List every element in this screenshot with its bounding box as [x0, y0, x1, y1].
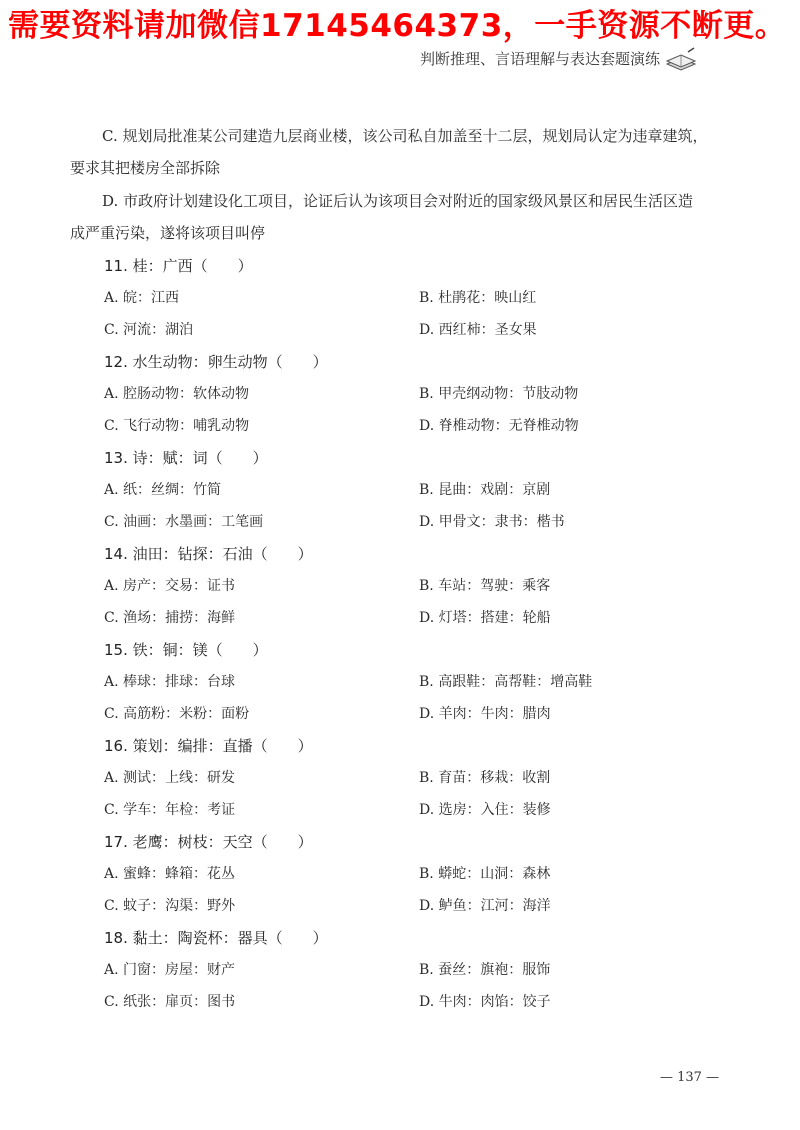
option-a: A. 蜜蜂：蜂箱：花丛 — [104, 866, 236, 882]
option-c: C. 飞行动物：哺乳动物 — [104, 418, 250, 434]
option-c: C. 渔场：捕捞：海鲜 — [104, 610, 236, 626]
watermark-banner: 需要资料请加微信17145464373，一手资源不断更。 — [8, 8, 787, 44]
option-b: B. 蚕丝：旗袍：服饰 — [419, 962, 551, 978]
option-d: D. 选房：入住：装修 — [419, 802, 551, 818]
option-b: B. 高跟鞋：高帮鞋：增高鞋 — [419, 674, 593, 690]
question-16 — [0, 730, 800, 826]
option-b: B. 杜鹃花：映山红 — [419, 290, 537, 306]
option-c: C. 高筋粉：米粉：面粉 — [104, 706, 250, 722]
option-b: B. 甲壳纲动物：节肢动物 — [419, 386, 579, 402]
running-head-title: 判断推理、言语理解与表达套题演练 — [420, 50, 661, 68]
option-d-paragraph — [70, 185, 730, 249]
question-13 — [0, 442, 800, 538]
option-d-line-2: 成严重污染，遂将该项目叫停 — [70, 224, 266, 242]
option-c-line-1: C. 规划局批准某公司建造九层商业楼，该公司私自加盖至十二层，规划局认定为违章建筑， — [102, 127, 708, 145]
option-d: D. 牛肉：肉馅：饺子 — [419, 994, 551, 1010]
question-stem: 18. 黏土：陶瓷杯：器具（ ） — [104, 929, 328, 947]
option-a: A. 棒球：排球：台球 — [104, 674, 236, 690]
option-b: B. 车站：驾驶：乘客 — [419, 578, 551, 594]
question-stem: 17. 老鹰：树枝：天空（ ） — [104, 833, 313, 851]
option-c: C. 纸张：扉页：图书 — [104, 994, 236, 1010]
page-number: — 137 — — [660, 1070, 720, 1085]
option-a: A. 皖：江西 — [104, 290, 180, 306]
option-a: A. 测试：上线：研发 — [104, 770, 236, 786]
question-stem: 13. 诗：赋：词（ ） — [104, 449, 268, 467]
option-a: A. 纸：丝绸：竹简 — [104, 482, 222, 498]
option-c: C. 蚊子：沟渠：野外 — [104, 898, 236, 914]
question-stem: 15. 铁：铜：镁（ ） — [104, 641, 268, 659]
option-a: A. 房产：交易：证书 — [104, 578, 236, 594]
question-stem: 14. 油田：钻探：石油（ ） — [104, 545, 313, 563]
question-list — [0, 250, 800, 1018]
option-d: D. 甲骨文：隶书：楷书 — [419, 514, 565, 530]
option-d: D. 羊肉：牛肉：腊肉 — [419, 706, 551, 722]
question-12 — [0, 346, 800, 442]
question-stem: 11. 桂：广西（ ） — [104, 257, 253, 275]
option-b: B. 育苗：移栽：收割 — [419, 770, 551, 786]
question-14 — [0, 538, 800, 634]
option-d-line-1: D. 市政府计划建设化工项目，论证后认为该项目会对附近的国家级风景区和居民生活区造 — [102, 192, 694, 210]
option-d: D. 脊椎动物：无脊椎动物 — [419, 418, 579, 434]
option-d: D. 灯塔：搭建：轮船 — [419, 610, 551, 626]
question-stem: 12. 水生动物：卵生动物（ ） — [104, 353, 328, 371]
option-d: D. 鲈鱼：江河：海洋 — [419, 898, 551, 914]
option-b: B. 昆曲：戏剧：京剧 — [419, 482, 551, 498]
question-stem: 16. 策划：编排：直播（ ） — [104, 737, 313, 755]
question-18 — [0, 922, 800, 1018]
question-17 — [0, 826, 800, 922]
option-c: C. 油画：水墨画：工笔画 — [104, 514, 264, 530]
option-c-line-2: 要求其把楼房全部拆除 — [70, 159, 221, 177]
question-15 — [0, 634, 800, 730]
running-head — [420, 46, 698, 72]
option-d: D. 西红柿：圣女果 — [419, 322, 537, 338]
option-c-paragraph — [70, 120, 730, 184]
option-c: C. 河流：湖泊 — [104, 322, 194, 338]
option-c: C. 学车：年检：考证 — [104, 802, 236, 818]
question-11 — [0, 250, 800, 346]
book-icon — [664, 46, 698, 72]
option-b: B. 蟒蛇：山洞：森林 — [419, 866, 551, 882]
option-a: A. 腔肠动物：软体动物 — [104, 386, 250, 402]
option-a: A. 门窗：房屋：财产 — [104, 962, 236, 978]
